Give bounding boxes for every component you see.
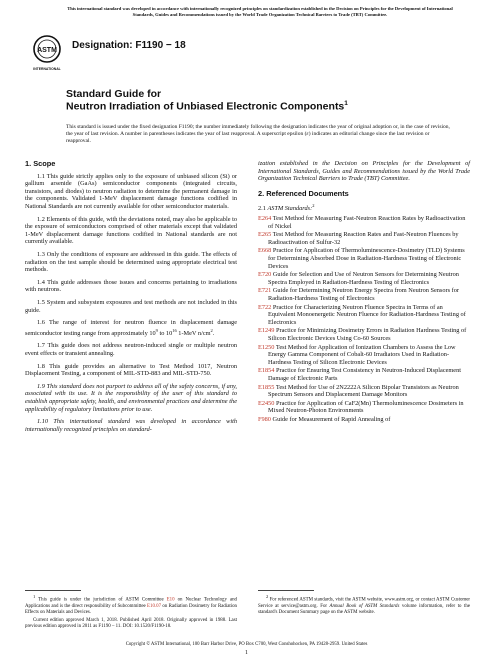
reference-code-link[interactable]: E2450 [258, 399, 275, 407]
reference-code-link[interactable]: E720 [258, 271, 272, 279]
footnotes-left [25, 590, 237, 632]
para-1-9: 1.9 This standard does not purport to address all of the safety concerns, if any, associated with its use. It is the responsibility of the user of this standard to establish appropriate safety, health, and environmental practices and determine the applicability of regulatory limitations prior to use. [25, 382, 237, 413]
para-1-10-continued: ization established in the Decision on Principles for the Development of International Standards, Guides and Recommendations issued by the World Trade Organization Technical Barriers to Trade (TBT) Committee. [258, 160, 470, 183]
footnotes-right [258, 590, 470, 618]
subcommittee-link[interactable]: E10.07 [147, 603, 162, 609]
reference-code-link[interactable]: E265 [258, 231, 272, 239]
title-line-2 [66, 100, 348, 113]
footnote-rule [25, 590, 81, 591]
page-number: 1 [245, 650, 248, 656]
footnote-1: $^1$ This guide is under the jurisdiction of ASTM Committee E10 on Nuclear Technology and Applications and is the direct responsibility of Subcommittee E10.07 on Radiation Dosimetry for Radiation Effects on Materials and Devices. [25, 594, 237, 615]
reference-code-link[interactable]: E264 [258, 215, 272, 223]
scope-heading: 1. Scope [25, 159, 56, 168]
para-1-6: 1.6 The range of interest for neutron fluence in displacement damage semiconductor testing range from approximately $10^9$ to $10^{16}$ 1-MeV $n/cm^2$. [25, 319, 237, 337]
para-1-2: 1.2 Elements of this guide, with the deviations noted, may also be applicable to the exposure of semiconductors comprised of other materials except that validated 1-MeV displacement damage functions codified in National standards are not currently available. [25, 215, 237, 246]
reference-item: E1249 Practice for Minimizing Dosimetry Errors in Radiation Hardness Testing of Silicon Electronic Devices Using Co-60 Sources [258, 327, 467, 342]
footnote-rule [258, 590, 314, 591]
reference-code-link[interactable]: E1855 [258, 383, 275, 391]
reference-item: E668 Practice for Application of Thermoluminescence-Dosimetry (TLD) Systems for Determining Absorbed Dose in Radiation-Hardness Testing of Electronic Devices [258, 247, 465, 270]
reference-code-link[interactable]: E1250 [258, 343, 275, 351]
reference-item: E265 Test Method for Measuring Reaction Rates and Fast-Neutron Fluences by Radioactivation of Sulfur-32 [258, 231, 459, 246]
title-footnote-ref: 1 [344, 100, 348, 107]
para-1-3: 1.3 Only the conditions of exposure are addressed in this guide. The effects of radiation on the test sample should be determined using appropriate electrical test methods. [25, 250, 237, 274]
designation: Designation: F1190 − 18 [72, 40, 186, 51]
reference-item: E264 Test Method for Measuring Fast-Neutron Reaction Rates by Radioactivation of Nickel [258, 215, 466, 230]
edition-note: Current edition approved March 1, 2018. Published April 2018. Originally approved in 1988. Last previous edition approved in 2011 as F1190 – 11. DOI: 10.1520/F1190-18. [25, 617, 237, 629]
reference-item: E2450 Practice for Application of CaF2(Mn) Thermoluminescence Dosimeters in Mixed Neutron-Photon Environments [258, 399, 464, 415]
reference-code-link[interactable]: E1249 [258, 327, 275, 335]
para-1-4: 1.4 This guide addresses those issues and concerns pertaining to irradiations with neutrons. [25, 278, 237, 294]
astm-logo [30, 34, 64, 74]
reference-code-link[interactable]: E721 [258, 287, 272, 295]
reference-item: F980 Guide for Measurement of Rapid Annealing of [258, 415, 391, 423]
standards-banner: This international standard was developed in accordance with internationally recognized principles on standardization established in the Decision on Principles for the Development of International Standards, Guides and Recommendations issued by the World Trade Organization Technical Barriers to Trade (TBT) Committee. [67, 6, 453, 17]
reference-item: E721 Guide for Determining Neutron Energy Spectra from Neutron Sensors for Radiation-Hardness Testing of Electronics [258, 287, 459, 302]
reference-code-link[interactable]: E1854 [258, 367, 275, 375]
para-1-1: 1.1 This guide strictly applies only to the exposure of unbiased silicon (Si) or gallium arsenide (GaAs) semiconductor components (integrated circuits, transistors, and diodes) to neutron radiation to determine the permanent damage in the components. Validated 1-MeV displacement damage functions codified in National Standards are not currently available for other semiconductor materials. [25, 172, 237, 210]
committee-link[interactable]: E10 [166, 597, 175, 603]
copyright-footer: Copyright © ASTM International, 100 Barr Harbor Drive, PO Box C700, West Conshohocken, PA 19428-2959. United States [125, 642, 368, 647]
reference-code-link[interactable]: F980 [258, 415, 271, 423]
astm-standards-subheading: 2.1 ASTM Standards:$^2$ [258, 203, 315, 213]
references-heading: 2. Referenced Documents [258, 188, 349, 198]
reference-code-link[interactable]: E668 [258, 247, 272, 255]
reference-item: E1855 Test Method for Use of 2N2222A Silicon Bipolar Transistors as Neutron Spectrum Sensors and Displacement Damage Monitors [258, 383, 459, 399]
svg-text:ASTM: ASTM [37, 47, 57, 54]
para-1-8: 1.8 This guide provides an alternative to Test Method 1017, Neutron Displacement Testing, a component of MIL-STD-883 and MIL-STD-750. [25, 362, 237, 378]
footnote-2: $^2$ For referenced ASTM standards, visit the ASTM website, www.astm.org, or contact ASTM Customer Service at service@astm.org. For Annual Book of ASTM Standards volume information, refer to the standard's Document Summary page on the ASTM website. [258, 594, 470, 615]
reference-item: E1854 Practice for Ensuring Test Consistency in Neutron-Induced Displacement Damage of Electronic Parts [258, 367, 462, 382]
title-line-1: Standard Guide for [66, 88, 162, 100]
reference-item: E720 Guide for Selection and Use of Neutron Sensors for Determining Neutron Spectra Employed in Radiation-Hardness Testing of Electronics [258, 271, 459, 286]
title-text: Neutron Irradiation of Unbiased Electronic Components [66, 100, 345, 113]
issued-note: This standard is issued under the fixed designation F1190; the number immediately following the designation indicates the year of original adoption or, in the case of revision, the year of last revision. A number in parentheses indicates the year of last reapproval. A superscript epsilon (ε) indicates an editorial change since the last revision or reapproval. [66, 124, 450, 144]
para-1-5: 1.5 System and subsystem exposures and test methods are not included in this guide. [25, 298, 237, 314]
reference-list [258, 215, 470, 423]
para-1-7: 1.7 This guide does not address neutron-induced single or multiple neutron event effects or transient annealing. [25, 342, 237, 357]
reference-item: E722 Practice for Characterizing Neutron Fluence Spectra in Terms of an Equivalent Monoenergetic Neutron Fluence for Radiation-Hardness Testing of Electronics [258, 303, 466, 326]
reference-code-link[interactable]: E722 [258, 303, 272, 311]
left-column [25, 160, 237, 438]
svg-text:INTERNATIONAL: INTERNATIONAL [33, 67, 61, 71]
para-1-10: 1.10 This international standard was developed in accordance with internationally recognized principles on standard- [25, 418, 237, 433]
reference-item: E1250 Test Method for Application of Ionization Chambers to Assess the Low Energy Gamma Component of Cobalt-60 Irradiators Used in Radiation-Hardness Testing of Silicon Electronic Devices [258, 343, 456, 366]
right-column [258, 160, 470, 425]
